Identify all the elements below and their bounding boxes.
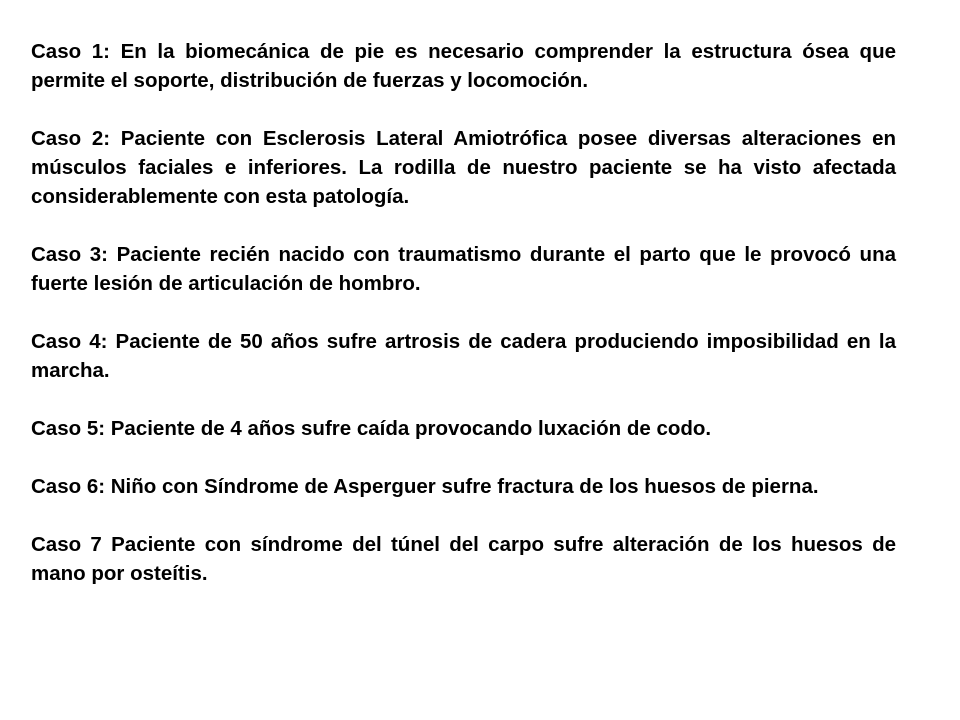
case-1-paragraph: Caso 1: En la biomecánica de pie es necesario comprender la estructura ósea que permite el soporte, distribución de fuerzas y locomoción. xyxy=(31,40,896,92)
case-7-paragraph: Caso 7 Paciente con síndrome del túnel del carpo sufre alteración de los huesos de mano por osteítis. xyxy=(31,533,896,585)
case-3-paragraph: Caso 3: Paciente recién nacido con traumatismo durante el parto que le provocó una fuerte lesión de articulación de hombro. xyxy=(31,243,896,295)
case-2-paragraph: Caso 2: Paciente con Esclerosis Lateral Amiotrófica posee diversas alteraciones en músculos faciales e inferiores. La rodilla de nuestro paciente se ha visto afectada considerablemente con esta patología. xyxy=(31,127,896,208)
case-5-paragraph: Caso 5: Paciente de 4 años sufre caída provocando luxación de codo. xyxy=(31,417,712,440)
case-4-paragraph: Caso 4: Paciente de 50 años sufre artrosis de cadera produciendo imposibilidad en la marcha. xyxy=(31,330,896,382)
case-6-paragraph: Caso 6: Niño con Síndrome de Asperguer sufre fractura de los huesos de pierna. xyxy=(31,475,819,498)
